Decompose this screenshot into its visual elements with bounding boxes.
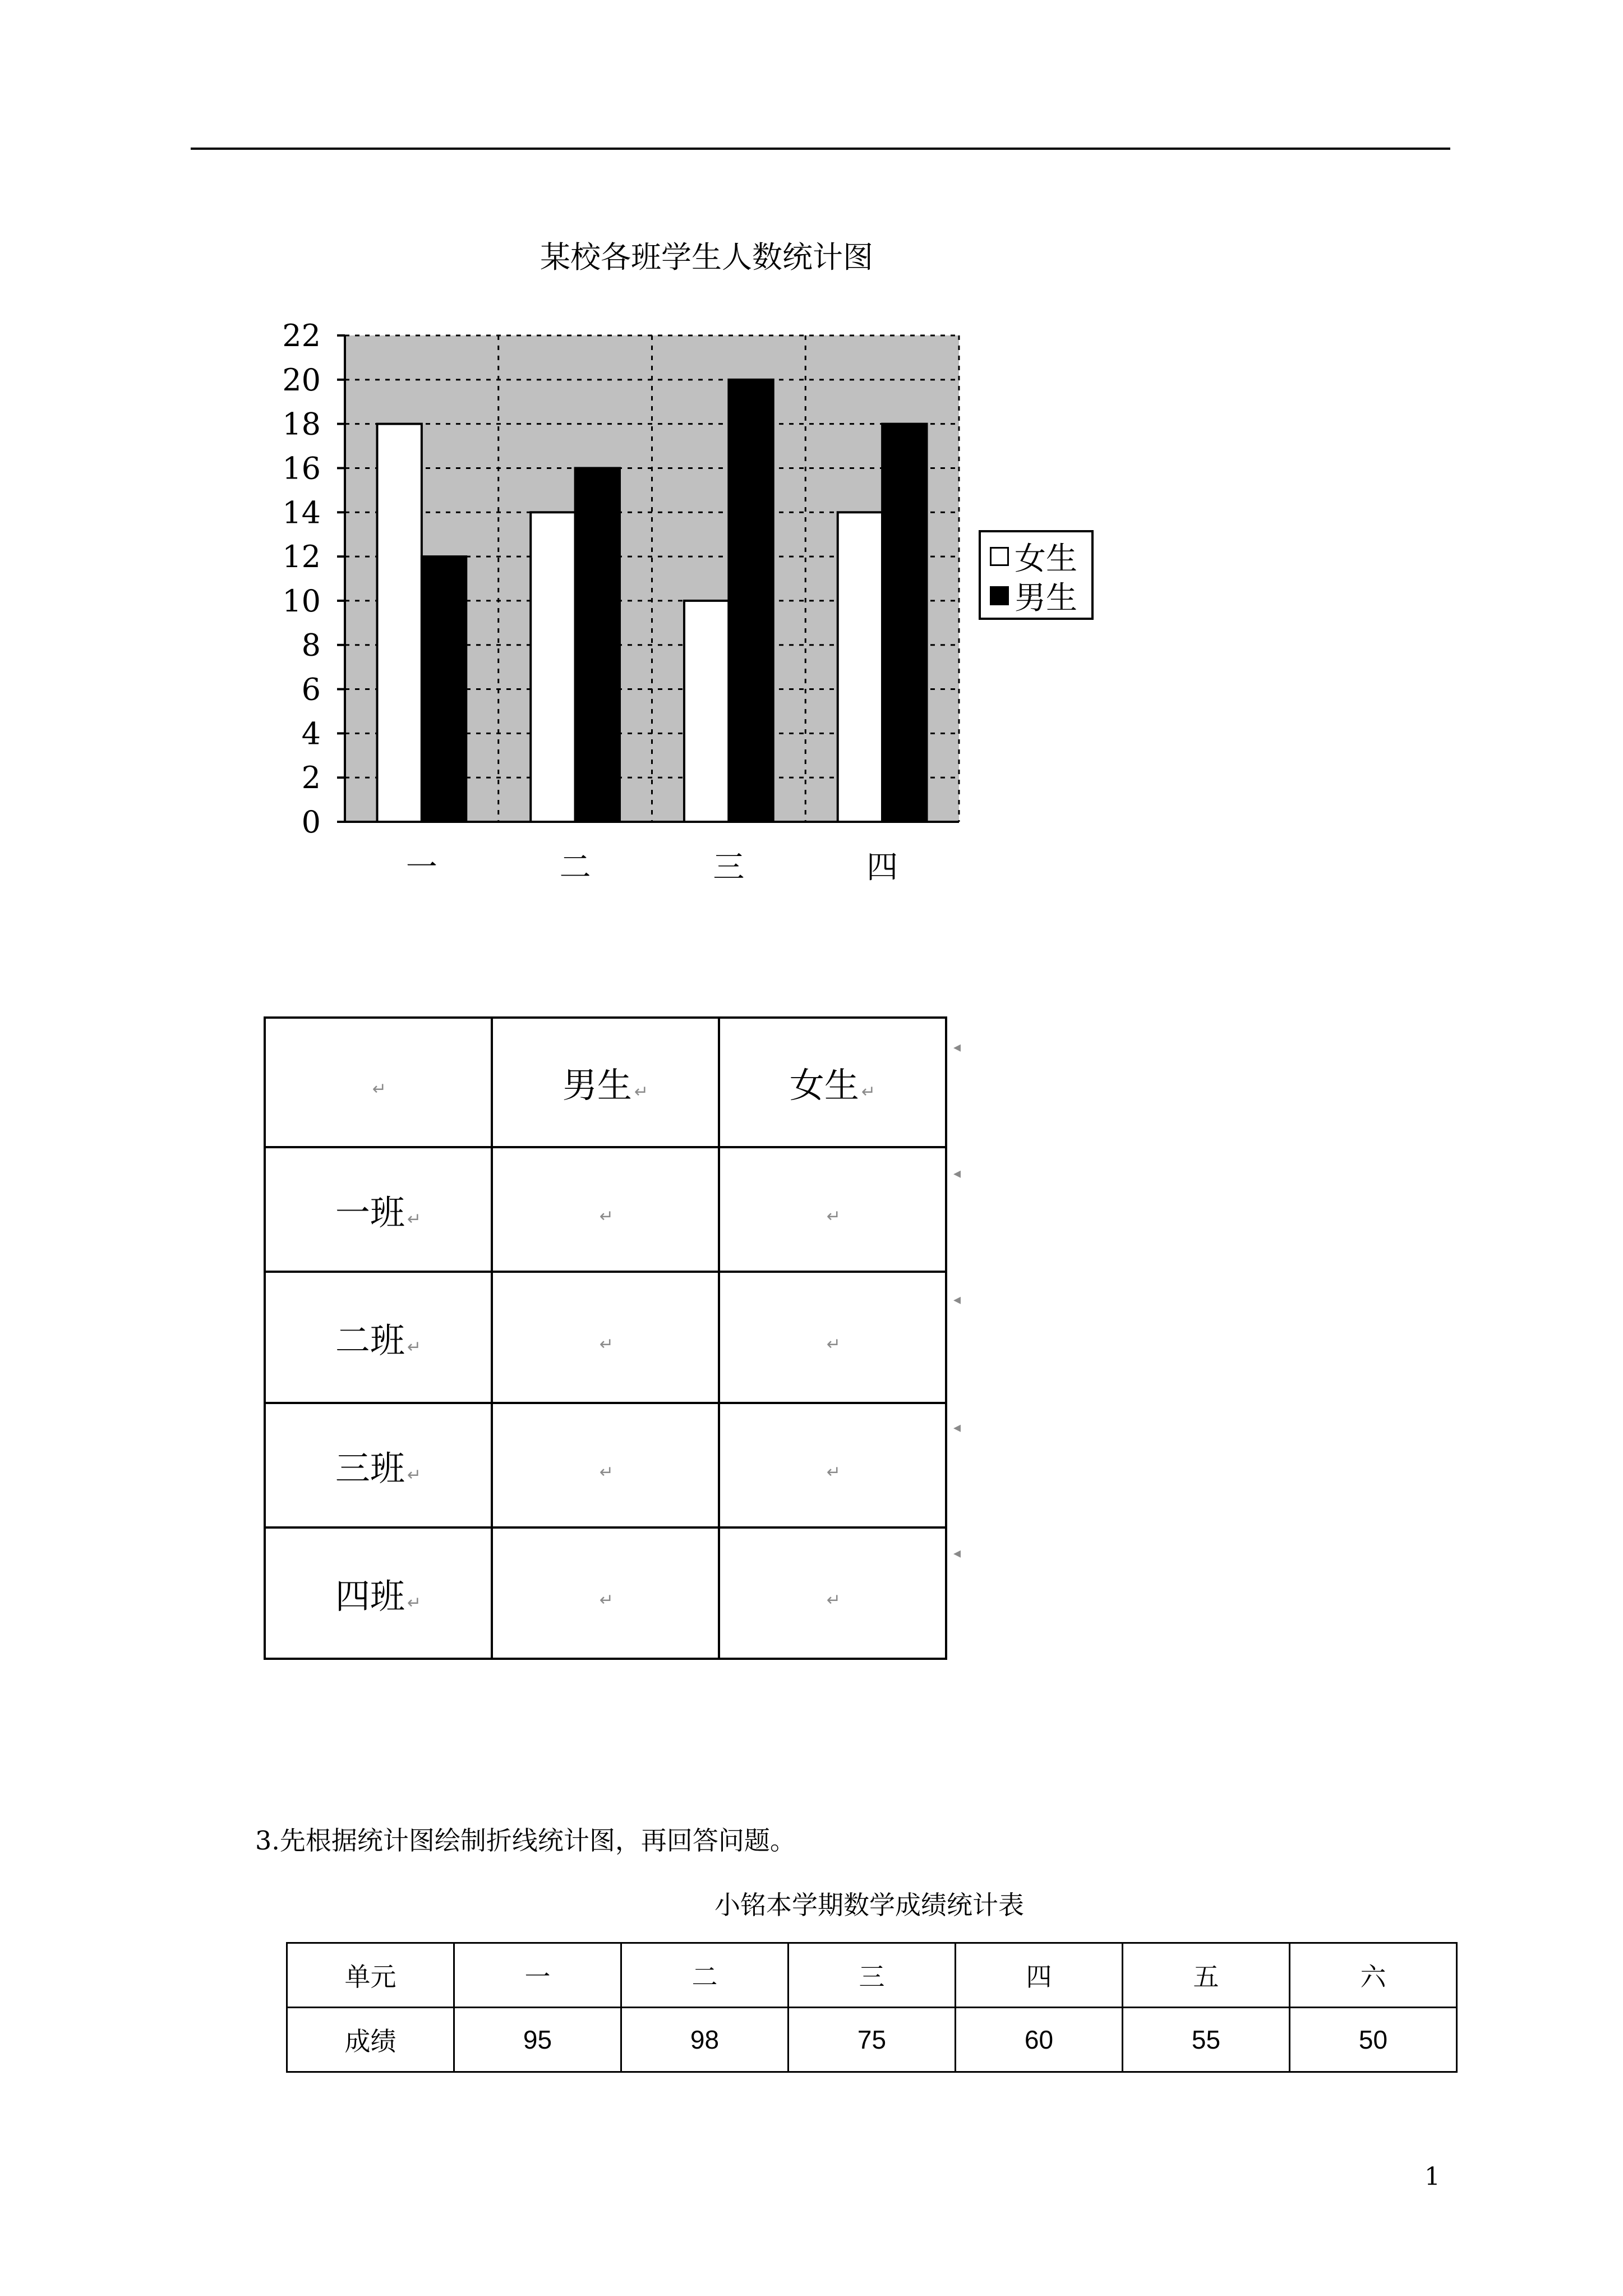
table-row (265, 1147, 946, 1272)
y-tick-label: 16 (282, 450, 321, 486)
row-label-class-4 (265, 1527, 492, 1659)
score-cell: 55 (1123, 2008, 1290, 2072)
class-count-table (264, 1016, 947, 1660)
legend-swatch-girls (990, 547, 1009, 566)
row-label-text: 三班 (335, 1447, 405, 1489)
table-row (265, 1527, 946, 1659)
question-text: 3.先根据统计图绘制折线统计图，再回答问题。 (255, 1825, 796, 1856)
x-tick-label: 三 (713, 849, 745, 886)
return-mark-icon: ↵ (372, 1079, 387, 1099)
y-tick-label: 14 (282, 495, 321, 531)
row-label-class-2 (265, 1272, 492, 1403)
row-end-marker-icon: ◂ (953, 1419, 961, 1436)
legend-item-boys (990, 576, 1077, 615)
return-mark-icon: ↵ (599, 1206, 614, 1226)
return-mark-icon: ↵ (407, 1209, 422, 1229)
blank-cell-boys-2[interactable] (492, 1272, 719, 1403)
y-tick-label: 2 (301, 760, 321, 796)
row-label-text: 四班 (335, 1575, 405, 1617)
return-mark-icon: ↵ (826, 1462, 841, 1482)
blank-cell-girls-4[interactable] (719, 1527, 946, 1659)
bar-boys-4 (882, 424, 926, 822)
blank-cell-girls-3[interactable] (719, 1403, 946, 1527)
blank-cell-boys-3[interactable] (492, 1403, 719, 1527)
row-end-marker-icon: ◂ (953, 1291, 961, 1308)
bar-girls-1 (377, 424, 421, 822)
y-tick-label: 22 (282, 318, 321, 353)
score-cell: 95 (454, 2008, 621, 2072)
return-mark-icon: ↵ (826, 1590, 841, 1610)
unit-cell: 六 (1290, 1943, 1457, 2008)
y-tick-label: 0 (301, 804, 321, 840)
return-mark-icon: ↵ (634, 1082, 649, 1102)
x-tick-label: 四 (866, 849, 898, 886)
row-label-text: 一班 (335, 1191, 405, 1233)
chart-legend (979, 530, 1094, 620)
legend-item-girls (990, 537, 1077, 576)
return-mark-icon: ↵ (861, 1082, 876, 1102)
row-label-class-1 (265, 1147, 492, 1272)
row-label-text: 二班 (335, 1319, 405, 1361)
return-mark-icon: ↵ (407, 1337, 422, 1357)
return-mark-icon: ↵ (407, 1593, 422, 1613)
blank-cell-boys-1[interactable] (492, 1147, 719, 1272)
header-boys-label: 男生 (562, 1065, 632, 1106)
score-table-score-row (287, 2008, 1457, 2072)
blank-cell-girls-1[interactable] (719, 1147, 946, 1272)
page-number: 1 (1424, 2162, 1440, 2191)
score-row-label: 成绩 (287, 2008, 454, 2072)
unit-cell: 四 (956, 1943, 1123, 2008)
unit-cell: 一 (454, 1943, 621, 2008)
row-end-marker-icon: ◂ (953, 1039, 961, 1056)
table-corner-cell[interactable] (265, 1018, 492, 1147)
table-row (265, 1272, 946, 1403)
chart-title: 某校各班学生人数统计图 (540, 240, 873, 275)
bar-boys-1 (422, 556, 466, 822)
blank-cell-boys-4[interactable] (492, 1527, 719, 1659)
legend-swatch-boys (990, 586, 1009, 605)
blank-cell-girls-2[interactable] (719, 1272, 946, 1403)
bar-chart (0, 0, 1623, 954)
bar-girls-3 (684, 601, 728, 822)
y-tick-label: 20 (282, 362, 321, 398)
x-tick-label: 一 (405, 849, 437, 886)
y-tick-label: 18 (282, 406, 321, 442)
return-mark-icon: ↵ (826, 1206, 841, 1226)
table-header-girls (719, 1018, 946, 1147)
score-cell: 98 (621, 2008, 789, 2072)
y-tick-label: 6 (301, 671, 321, 707)
unit-cell: 五 (1123, 1943, 1290, 2008)
score-table (286, 1942, 1458, 2073)
score-table-title: 小铭本学期数学成绩统计表 (714, 1890, 1024, 1920)
x-tick-label: 二 (559, 849, 591, 886)
bar-girls-4 (838, 512, 882, 822)
return-mark-icon: ↵ (407, 1465, 422, 1485)
y-tick-label: 8 (301, 627, 321, 663)
header-girls-label: 女生 (789, 1065, 859, 1106)
row-end-marker-icon: ◂ (953, 1165, 961, 1182)
y-tick-label: 4 (301, 716, 321, 752)
unit-cell: 二 (621, 1943, 789, 2008)
score-cell: 60 (956, 2008, 1123, 2072)
row-end-marker-icon: ◂ (953, 1545, 961, 1562)
score-cell: 50 (1290, 2008, 1457, 2072)
y-tick-label: 10 (282, 583, 321, 619)
unit-header-label: 单元 (287, 1943, 454, 2008)
legend-label-boys: 男生 (1015, 580, 1077, 616)
table-row (265, 1403, 946, 1527)
return-mark-icon: ↵ (599, 1590, 614, 1610)
score-cell: 75 (789, 2008, 956, 2072)
bar-boys-2 (575, 468, 620, 822)
unit-cell: 三 (789, 1943, 956, 2008)
y-tick-label: 12 (282, 539, 321, 575)
table-header-boys (492, 1018, 719, 1147)
table-header-row (265, 1018, 946, 1147)
score-table-header-row (287, 1943, 1457, 2008)
bar-girls-2 (531, 512, 575, 822)
return-mark-icon: ↵ (826, 1334, 841, 1354)
row-label-class-3 (265, 1403, 492, 1527)
bar-boys-3 (728, 380, 773, 822)
return-mark-icon: ↵ (599, 1334, 614, 1354)
legend-label-girls: 女生 (1015, 541, 1077, 577)
return-mark-icon: ↵ (599, 1462, 614, 1482)
